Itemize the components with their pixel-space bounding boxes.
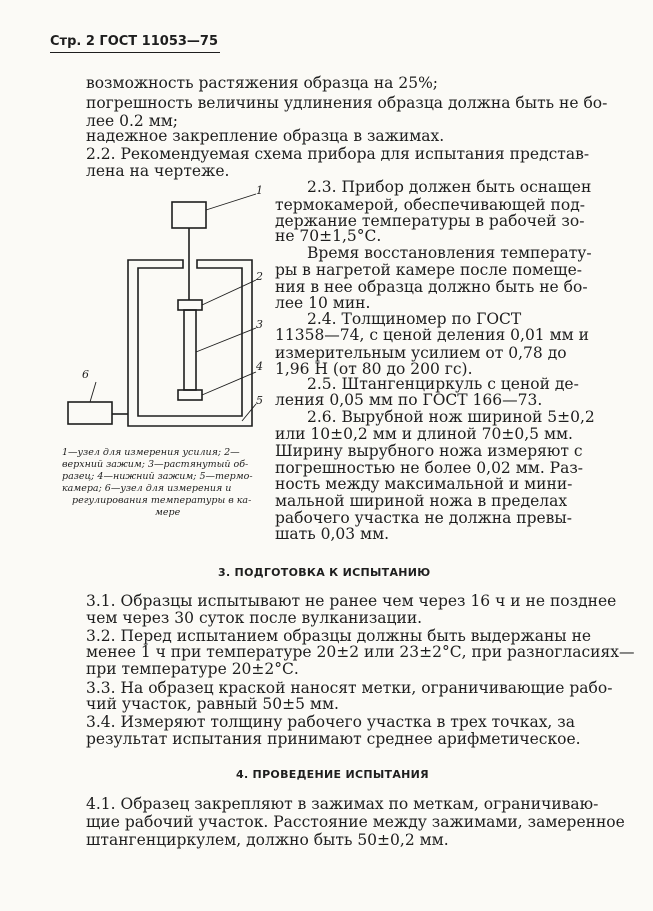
text-line: 2.3. Прибор должен быть оснащен	[307, 178, 592, 196]
figure-label-5: 5	[256, 394, 263, 407]
text-line: термокамерой, обеспечивающей под-	[275, 196, 585, 214]
text-line: Время восстановления температу-	[307, 244, 592, 262]
caption-line: мере	[155, 507, 181, 518]
text-line: штангенциркулем, должно быть 50±0,2 мм.	[86, 831, 449, 849]
text-line: 11358—74, с ценой деления 0,01 мм и	[275, 326, 589, 344]
text-line: при температуре 20±2°С.	[86, 660, 299, 678]
text-line: 3.3. На образец краской наносят метки, ограничивающие рабо-	[86, 679, 613, 697]
caption-line: разец; 4—нижний зажим; 5—термо-	[62, 471, 253, 482]
caption-line: верхний зажим; 3—растянутый об-	[62, 459, 249, 470]
text-line: 1,96 Н (от 80 до 200 гс).	[275, 360, 473, 378]
section-heading: 3. ПОДГОТОВКА К ИСПЫТАНИЮ	[218, 566, 431, 579]
figure-label-1: 1	[256, 184, 263, 197]
running-head-rule	[50, 52, 220, 53]
figure-label-4: 4	[256, 360, 263, 373]
force-unit-box	[172, 202, 206, 228]
text-line: или 10±0,2 мм и длиной 70±0,5 мм.	[275, 425, 573, 443]
text-line: щие рабочий участок. Расстояние между зажимами, замеренное	[86, 813, 625, 831]
leader-5	[242, 404, 256, 421]
caption-line: камера; 6—узел для измерения и	[62, 483, 232, 494]
text-line: чий участок, равный 50±5 мм.	[86, 695, 339, 713]
text-line: держание температуры в рабочей зо-	[275, 212, 585, 230]
text-line: результат испытания принимают среднее арифметическое.	[86, 730, 581, 748]
running-head: Стр. 2 ГОСТ 11053—75	[50, 34, 219, 49]
text-line: лее 0.2 мм;	[86, 112, 179, 130]
text-line: 3.2. Перед испытанием образцы должны быть выдержаны не	[86, 627, 592, 645]
figure-label-6: 6	[82, 368, 89, 381]
text-line: измерительным усилием от 0,78 до	[275, 344, 567, 362]
specimen	[184, 310, 196, 390]
leader-1	[206, 194, 256, 210]
text-line: надежное закрепление образца в зажимах.	[86, 127, 445, 145]
chamber-outer	[128, 260, 252, 426]
text-line: возможность растяжения образца на 25%;	[86, 74, 439, 92]
text-line: ления 0,05 мм по ГОСТ 166—73.	[275, 391, 543, 409]
text-line: мальной шириной ножа в пределах	[275, 492, 568, 510]
text-line: лее 10 мин.	[275, 294, 371, 312]
leader-3	[196, 328, 256, 352]
leader-2	[202, 280, 256, 305]
text-line: лена на чертеже.	[86, 162, 230, 180]
text-line: 3.1. Образцы испытывают не ранее чем через 16 ч и не позднее	[86, 592, 617, 610]
text-line: 2.6. Вырубной нож шириной 5±0,2	[307, 408, 595, 426]
text-line: 3.4. Измеряют толщину рабочего участка в трех точках, за	[86, 713, 575, 731]
text-line: шать 0,03 мм.	[275, 525, 390, 543]
text-line: погрешностью не более 0,02 мм. Раз-	[275, 459, 584, 477]
temperature-unit-box	[68, 402, 112, 424]
text-line: Ширину вырубного ножа измеряют с	[275, 442, 583, 460]
section-heading: 4. ПРОВЕДЕНИЕ ИСПЫТАНИЯ	[236, 768, 429, 781]
caption-line: 1—узел для измерения усилия; 2—	[62, 447, 240, 458]
text-line: рабочего участка не должна превы-	[275, 509, 572, 527]
figure-label-2: 2	[256, 270, 263, 283]
figure-label-3: 3	[256, 318, 263, 331]
upper-clamp	[178, 300, 202, 310]
text-line: 2.5. Штангенциркуль с ценой де-	[307, 375, 579, 393]
text-line: менее 1 ч при температуре 20±2 или 23±2°С, при разногласиях—	[86, 643, 635, 661]
leader-4	[202, 372, 256, 395]
text-line: ность между максимальной и мини-	[275, 475, 573, 493]
text-line: погрешность величины удлинения образца должна быть не бо-	[86, 94, 608, 112]
leader-6	[90, 382, 96, 402]
text-line: не 70±1,5°С.	[275, 227, 382, 245]
lower-clamp	[178, 390, 202, 400]
text-line: ры в нагретой камере после помеще-	[275, 261, 582, 279]
text-line: ния в нее образца должно быть не бо-	[275, 278, 588, 296]
text-line: чем через 30 суток после вулканизации.	[86, 609, 423, 627]
apparatus-diagram	[60, 182, 275, 442]
caption-line: регулирования температуры в ка-	[72, 495, 252, 506]
text-line: 2.4. Толщиномер по ГОСТ	[307, 310, 522, 328]
text-line: 2.2. Рекомендуемая схема прибора для испытания представ-	[86, 145, 590, 163]
text-line: 4.1. Образец закрепляют в зажимах по меткам, ограничиваю-	[86, 795, 599, 813]
